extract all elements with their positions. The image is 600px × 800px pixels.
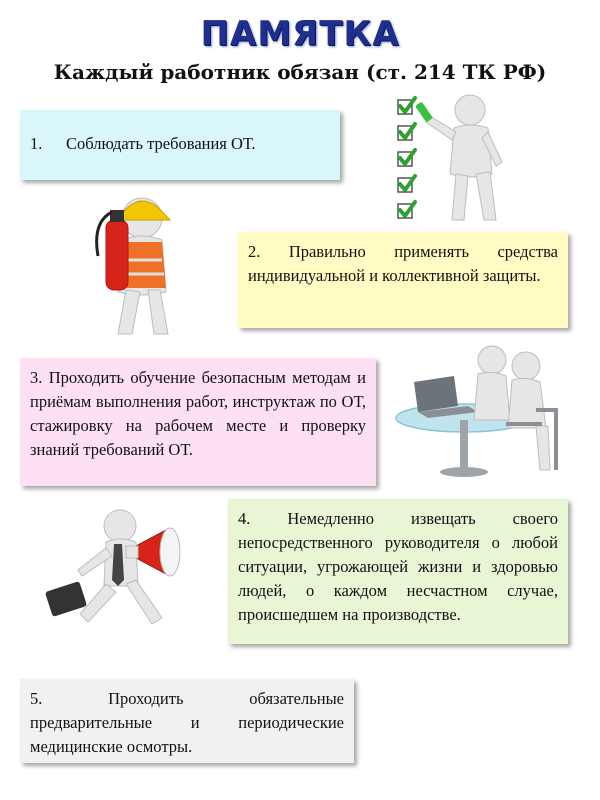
rule-box-2 [238, 232, 568, 328]
megaphone-worker-icon [40, 500, 210, 650]
training-table-icon [386, 340, 566, 490]
rule-text: 4. Немедленно извещать своего непосредственного руководителя о любой ситуации, угрожающей жизни и здоровью людей, о каждом несчастном случае, происшедшем на производстве. [238, 509, 558, 624]
rule-number: 1. [30, 134, 43, 153]
rule-text: 2. Правильно применять средства индивидуальной и коллективной защиты. [248, 242, 558, 285]
rule-box-3 [20, 358, 376, 486]
page-subtitle: Каждый работник обязан (ст. 214 ТК РФ) [53, 60, 547, 84]
worker-helmet-illustration [82, 180, 192, 340]
safety-worker-icon [82, 180, 192, 340]
rule-box-5 [20, 679, 354, 763]
training-figures-illustration [386, 340, 566, 490]
checklist-figure-icon [380, 88, 560, 228]
rule-box-1 [20, 110, 340, 180]
rule-text: 5. Проходить обязательные предварительные и периодические медицинские осмотры. [30, 689, 344, 756]
megaphone-figure-illustration [40, 500, 210, 650]
rule-text: Соблюдать требования ОТ. [66, 134, 256, 153]
checklist-figure-illustration [380, 88, 560, 228]
rule-text: 3. Проходить обучение безопасным методам и приёмам выполнения работ, инструктаж по ОТ, стажировку на рабочем месте и проверку знаний требований ОТ. [30, 368, 366, 459]
page-title: ПАМЯТКА [200, 14, 400, 54]
rule-box-4 [228, 499, 568, 644]
